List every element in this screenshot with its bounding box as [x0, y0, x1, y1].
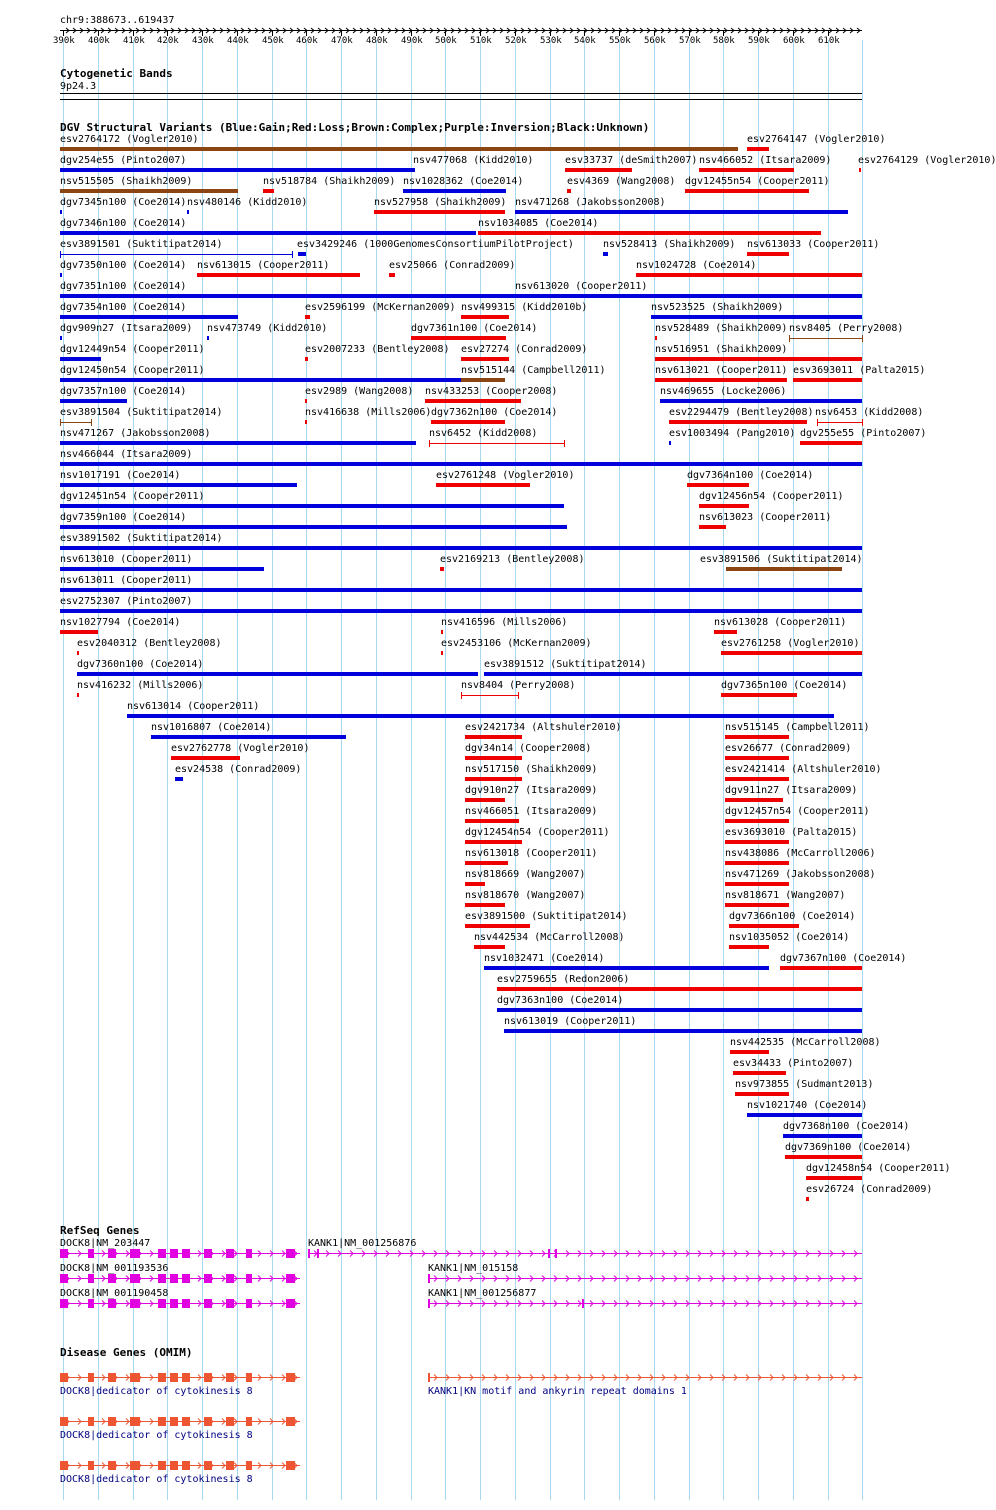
- variant-label[interactable]: nsv438086 (McCarroll2006): [725, 848, 876, 859]
- variant-label[interactable]: esv3693011 (Palta2015): [793, 365, 926, 376]
- refseq-gene-exon[interactable]: [286, 1274, 295, 1283]
- omim-gene-exon[interactable]: [204, 1461, 212, 1470]
- variant-label[interactable]: nsv1016807 (Coe2014): [151, 722, 272, 733]
- variant-label[interactable]: dgv7354n100 (Coe2014): [60, 302, 187, 313]
- refseq-gene-label[interactable]: KANK1|NM_015158: [428, 1263, 519, 1274]
- omim-gene-exon[interactable]: [108, 1461, 116, 1470]
- variant-label[interactable]: nsv469655 (Locke2006): [660, 386, 787, 397]
- omim-gene-label[interactable]: DOCK8|dedicator of cytokinesis 8: [60, 1474, 253, 1485]
- variant-label[interactable]: esv26724 (Conrad2009): [806, 1184, 933, 1195]
- variant-label[interactable]: dgv7367n100 (Coe2014): [780, 953, 907, 964]
- variant-label[interactable]: nsv466044 (Itsara2009): [60, 449, 193, 460]
- variant-label[interactable]: dgv7366n100 (Coe2014): [729, 911, 856, 922]
- variant-label[interactable]: esv4369 (Wang2008): [567, 176, 676, 187]
- ruler-tick-label: 430k: [192, 36, 214, 46]
- omim-gene-exon[interactable]: [204, 1373, 212, 1382]
- variant-label[interactable]: nsv480146 (Kidd2010): [187, 197, 308, 208]
- variant-label[interactable]: esv3693010 (Palta2015): [725, 827, 858, 838]
- dgv-track-title: DGV Structural Variants (Blue:Gain;Red:Loss;Brown:Complex;Purple:Inversion;Black:Unknown): [60, 121, 650, 134]
- refseq-gene-exon[interactable]: [170, 1274, 178, 1283]
- omim-gene-exon[interactable]: [130, 1461, 140, 1470]
- ruler-tick-label: 490k: [401, 36, 423, 46]
- variant-label[interactable]: esv3891504 (Suktitipat2014): [60, 407, 223, 418]
- omim-gene-exon[interactable]: [60, 1417, 68, 1426]
- variant-label[interactable]: nsv466052 (Itsara2009): [699, 155, 832, 166]
- refseq-gene-exon[interactable]: [204, 1249, 212, 1258]
- variant-label[interactable]: nsv528489 (Shaikh2009): [655, 323, 788, 334]
- variant-label[interactable]: nsv818669 (Wang2007): [465, 869, 586, 880]
- omim-gene-exon[interactable]: [286, 1417, 295, 1426]
- variant-label[interactable]: nsv528413 (Shaikh2009): [603, 239, 736, 250]
- variant-label[interactable]: esv2294479 (Bentley2008): [669, 407, 814, 418]
- refseq-gene-exon[interactable]: [158, 1249, 166, 1258]
- refseq-gene-exon[interactable]: [555, 1249, 557, 1258]
- omim-gene-exon[interactable]: [182, 1417, 190, 1426]
- variant-label[interactable]: esv34433 (Pinto2007): [733, 1058, 854, 1069]
- refseq-gene-exon[interactable]: [170, 1249, 178, 1258]
- variant-label[interactable]: dgv7364n100 (Coe2014): [687, 470, 814, 481]
- refseq-gene-exon[interactable]: [246, 1274, 252, 1283]
- variant-label[interactable]: dgv7351n100 (Coe2014): [60, 281, 187, 292]
- omim-gene-exon[interactable]: [158, 1373, 166, 1382]
- variant-label[interactable]: esv3891512 (Suktitipat2014): [484, 659, 647, 670]
- variant-label[interactable]: esv27274 (Conrad2009): [461, 344, 588, 355]
- ruler-tick-label: 400k: [88, 36, 110, 46]
- variant-label[interactable]: esv2761248 (Vogler2010): [436, 470, 575, 481]
- variant-label[interactable]: esv1003494 (Pang2010): [669, 428, 796, 439]
- variant-label[interactable]: nsv818670 (Wang2007): [465, 890, 586, 901]
- refseq-gene-exon[interactable]: [88, 1249, 94, 1258]
- variant-label[interactable]: dgv254e55 (Pinto2007): [60, 155, 187, 166]
- variant-label[interactable]: nsv613014 (Cooper2011): [127, 701, 260, 712]
- variant-label[interactable]: nsv613019 (Cooper2011): [504, 1016, 637, 1027]
- refseq-gene-exon[interactable]: [226, 1299, 234, 1308]
- variant-label[interactable]: esv3891500 (Suktitipat2014): [465, 911, 628, 922]
- cytoband-track-title: Cytogenetic Bands: [60, 67, 173, 80]
- refseq-gene-exon[interactable]: [582, 1299, 584, 1308]
- variant-label[interactable]: esv2007233 (Bentley2008): [305, 344, 450, 355]
- variant-label[interactable]: dgv7361n100 (Coe2014): [411, 323, 538, 334]
- variant-label[interactable]: esv2761258 (Vogler2010): [721, 638, 860, 649]
- refseq-gene-exon[interactable]: [226, 1249, 234, 1258]
- variant-label[interactable]: esv3891502 (Suktitipat2014): [60, 533, 223, 544]
- variant-label[interactable]: nsv527958 (Shaikh2009): [374, 197, 507, 208]
- ruler-tick-label: 560k: [644, 36, 666, 46]
- omim-gene-exon[interactable]: [88, 1373, 94, 1382]
- refseq-gene-exon[interactable]: [130, 1249, 140, 1258]
- ruler-tick-label: 590k: [748, 36, 770, 46]
- variant-label[interactable]: esv3891501 (Suktitipat2014): [60, 239, 223, 250]
- refseq-gene-exon[interactable]: [108, 1274, 116, 1283]
- variant-label[interactable]: nsv613011 (Cooper2011): [60, 575, 193, 586]
- refseq-gene-exon[interactable]: [226, 1274, 234, 1283]
- variant-label[interactable]: dgv910n27 (Itsara2009): [465, 785, 598, 796]
- variant-label[interactable]: nsv471267 (Jakobsson2008): [60, 428, 211, 439]
- omim-gene-exon[interactable]: [182, 1373, 190, 1382]
- refseq-gene-exon[interactable]: [286, 1249, 295, 1258]
- omim-gene-exon[interactable]: [246, 1373, 252, 1382]
- ruler-tick-label: 440k: [227, 36, 249, 46]
- variant-label[interactable]: nsv613010 (Cooper2011): [60, 554, 193, 565]
- omim-gene-exon[interactable]: [286, 1373, 295, 1382]
- ruler-tick-label: 600k: [783, 36, 805, 46]
- omim-gene-label[interactable]: DOCK8|dedicator of cytokinesis 8: [60, 1430, 253, 1441]
- variant-label[interactable]: dgv12458n54 (Cooper2011): [806, 1163, 951, 1174]
- variant-label[interactable]: nsv518784 (Shaikh2009): [263, 176, 396, 187]
- ruler-tick-label: 420k: [157, 36, 179, 46]
- ruler-tick-label: 460k: [296, 36, 318, 46]
- refseq-gene-exon[interactable]: [108, 1299, 116, 1308]
- refseq-gene-exon[interactable]: [60, 1274, 68, 1283]
- variant-label[interactable]: nsv471268 (Jakobsson2008): [515, 197, 666, 208]
- omim-gene-exon[interactable]: [130, 1373, 140, 1382]
- omim-gene-exon[interactable]: [182, 1461, 190, 1470]
- variant-label[interactable]: nsv1021740 (Coe2014): [747, 1100, 868, 1111]
- omim-gene-exon[interactable]: [158, 1417, 166, 1426]
- refseq-gene-exon[interactable]: [130, 1299, 140, 1308]
- variant-label[interactable]: esv2169213 (Bentley2008): [440, 554, 585, 565]
- refseq-gene-exon[interactable]: [182, 1299, 190, 1308]
- variant-label[interactable]: nsv8404 (Perry2008): [461, 680, 576, 691]
- refseq-gene-exon[interactable]: [88, 1274, 94, 1283]
- ruler-tick-label: 520k: [505, 36, 527, 46]
- variant-label[interactable]: nsv416596 (Mills2006): [441, 617, 568, 628]
- ruler-tick-label: 550k: [609, 36, 631, 46]
- refseq-gene-exon[interactable]: [308, 1249, 310, 1258]
- variant-label[interactable]: esv3429246 (1000GenomesConsortiumPilotProject): [297, 239, 574, 250]
- refseq-gene-exon[interactable]: [428, 1299, 430, 1308]
- refseq-gene-exon[interactable]: [204, 1274, 212, 1283]
- variant-label[interactable]: nsv613023 (Cooper2011): [699, 512, 832, 523]
- variant-label[interactable]: nsv613033 (Cooper2011): [747, 239, 880, 250]
- variant-label[interactable]: nsv466051 (Itsara2009): [465, 806, 598, 817]
- refseq-gene-label[interactable]: DOCK8|NM_203447: [60, 1238, 151, 1249]
- variant-label[interactable]: esv2421414 (Altshuler2010): [725, 764, 882, 775]
- variant-label[interactable]: dgv12456n54 (Cooper2011): [699, 491, 844, 502]
- region-label: chr9:388673..619437: [60, 15, 175, 26]
- refseq-gene-exon[interactable]: [317, 1249, 319, 1258]
- refseq-gene-exon[interactable]: [548, 1249, 550, 1258]
- refseq-gene-exon[interactable]: [246, 1249, 252, 1258]
- variant-label[interactable]: dgv12450n54 (Cooper2011): [60, 365, 205, 376]
- refseq-gene-exon[interactable]: [204, 1299, 212, 1308]
- variant-label[interactable]: nsv1035052 (Coe2014): [729, 932, 850, 943]
- variant-label[interactable]: nsv818671 (Wang2007): [725, 890, 846, 901]
- omim-gene-exon[interactable]: [88, 1461, 94, 1470]
- omim-gene-label[interactable]: KANK1|KN motif and ankyrin repeat domains 1: [428, 1386, 687, 1397]
- variant-label[interactable]: esv2752307 (Pinto2007): [60, 596, 193, 607]
- variant-label[interactable]: nsv515505 (Shaikh2009): [60, 176, 193, 187]
- variant-label[interactable]: nsv433253 (Cooper2008): [425, 386, 558, 397]
- omim-gene-exon[interactable]: [60, 1373, 68, 1382]
- refseq-gene-exon[interactable]: [60, 1249, 68, 1258]
- variant-label[interactable]: nsv516951 (Shaikh2009): [655, 344, 788, 355]
- variant-label[interactable]: dgv12449n54 (Cooper2011): [60, 344, 205, 355]
- refseq-gene-exon[interactable]: [246, 1299, 252, 1308]
- variant-label[interactable]: esv33737 (deSmith2007): [565, 155, 698, 166]
- variant-label[interactable]: dgv7357n100 (Coe2014): [60, 386, 187, 397]
- variant-label[interactable]: dgv909n27 (Itsara2009): [60, 323, 193, 334]
- variant-label[interactable]: nsv471269 (Jakobsson2008): [725, 869, 876, 880]
- omim-gene-exon[interactable]: [226, 1417, 234, 1426]
- variant-label[interactable]: nsv416232 (Mills2006): [77, 680, 204, 691]
- omim-gene-exon[interactable]: [246, 1417, 252, 1426]
- ruler-tick-label: 500k: [435, 36, 457, 46]
- variant-label[interactable]: nsv613018 (Cooper2011): [465, 848, 598, 859]
- variant-label[interactable]: nsv1028362 (Coe2014): [403, 176, 524, 187]
- omim-gene-exon[interactable]: [88, 1417, 94, 1426]
- omim-gene-exon[interactable]: [60, 1461, 68, 1470]
- cytoband-label: 9p24.3: [60, 81, 97, 92]
- variant-label[interactable]: dgv7350n100 (Coe2014): [60, 260, 187, 271]
- refseq-gene-exon[interactable]: [88, 1299, 94, 1308]
- variant-label[interactable]: nsv6453 (Kidd2008): [815, 407, 924, 418]
- ruler-tick-label: 450k: [262, 36, 284, 46]
- ruler-tick-label: 470k: [331, 36, 353, 46]
- variant-label[interactable]: nsv515145 (Campbell2011): [725, 722, 870, 733]
- variant-label[interactable]: nsv613021 (Cooper2011): [655, 365, 788, 376]
- refseq-gene-exon[interactable]: [182, 1274, 190, 1283]
- ruler-tick-label: 390k: [53, 36, 75, 46]
- omim-gene-exon[interactable]: [170, 1461, 178, 1470]
- refseq-gene-exon[interactable]: [428, 1274, 430, 1283]
- variant-label[interactable]: nsv8405 (Perry2008): [789, 323, 904, 334]
- omim-gene-exon[interactable]: [170, 1373, 178, 1382]
- variant-label[interactable]: nsv515144 (Campbell2011): [461, 365, 606, 376]
- variant-label[interactable]: esv24538 (Conrad2009): [175, 764, 302, 775]
- omim-track-title: Disease Genes (OMIM): [60, 1346, 193, 1359]
- refseq-gene-exon[interactable]: [158, 1274, 166, 1283]
- variant-label[interactable]: dgv12454n54 (Cooper2011): [465, 827, 610, 838]
- variant-label[interactable]: esv25066 (Conrad2009): [389, 260, 516, 271]
- refseq-gene-exon[interactable]: [182, 1249, 190, 1258]
- ruler-tick-label: 530k: [540, 36, 562, 46]
- omim-gene-exon[interactable]: [108, 1417, 116, 1426]
- variant-label[interactable]: esv2989 (Wang2008): [305, 386, 414, 397]
- omim-gene-exon[interactable]: [286, 1461, 295, 1470]
- omim-gene-label[interactable]: DOCK8|dedicator of cytokinesis 8: [60, 1386, 253, 1397]
- refseq-gene-exon[interactable]: [60, 1299, 68, 1308]
- variant-label[interactable]: esv2040312 (Bentley2008): [77, 638, 222, 649]
- ruler-tick-label: 510k: [470, 36, 492, 46]
- variant-label[interactable]: esv3891506 (Suktitipat2014): [700, 554, 863, 565]
- refseq-track-title: RefSeq Genes: [60, 1224, 140, 1237]
- variant-label[interactable]: dgv7346n100 (Coe2014): [60, 218, 187, 229]
- ruler-tick-label: 610k: [818, 36, 840, 46]
- variant-label[interactable]: nsv6452 (Kidd2008): [429, 428, 538, 439]
- omim-gene-exon[interactable]: [130, 1417, 140, 1426]
- omim-gene-exon[interactable]: [246, 1461, 252, 1470]
- refseq-gene-exon[interactable]: [158, 1299, 166, 1308]
- variant-label[interactable]: dgv12457n54 (Cooper2011): [725, 806, 870, 817]
- omim-gene-exon[interactable]: [108, 1373, 116, 1382]
- variant-label[interactable]: dgv7369n100 (Coe2014): [785, 1142, 912, 1153]
- variant-label[interactable]: esv2764147 (Vogler2010): [747, 134, 886, 145]
- variant-label[interactable]: dgv7368n100 (Coe2014): [783, 1121, 910, 1132]
- variant-label[interactable]: dgv911n27 (Itsara2009): [725, 785, 858, 796]
- variant-label[interactable]: nsv416638 (Mills2006): [305, 407, 432, 418]
- variant-label[interactable]: dgv7360n100 (Coe2014): [77, 659, 204, 670]
- variant-label[interactable]: dgv7359n100 (Coe2014): [60, 512, 187, 523]
- variant-label[interactable]: esv2453106 (McKernan2009): [441, 638, 592, 649]
- variant-label[interactable]: esv2421734 (Altshuler2010): [465, 722, 622, 733]
- variant-label[interactable]: dgv7345n100 (Coe2014): [60, 197, 187, 208]
- variant-label[interactable]: nsv1024728 (Coe2014): [636, 260, 757, 271]
- omim-gene-exon[interactable]: [428, 1373, 430, 1382]
- refseq-gene-exon[interactable]: [130, 1274, 140, 1283]
- ruler-tick-label: 570k: [679, 36, 701, 46]
- variant-label[interactable]: nsv499315 (Kidd2010b): [461, 302, 588, 313]
- variant-label[interactable]: nsv523525 (Shaikh2009): [651, 302, 784, 313]
- variant-label[interactable]: dgv12451n54 (Cooper2011): [60, 491, 205, 502]
- variant-label[interactable]: nsv613015 (Cooper2011): [197, 260, 330, 271]
- variant-label[interactable]: esv2596199 (McKernan2009): [305, 302, 456, 313]
- refseq-gene-exon[interactable]: [108, 1249, 116, 1258]
- variant-label[interactable]: nsv1034085 (Coe2014): [478, 218, 599, 229]
- variant-label[interactable]: nsv1027794 (Coe2014): [60, 617, 181, 628]
- variant-label[interactable]: dgv255e55 (Pinto2007): [800, 428, 927, 439]
- refseq-gene-label[interactable]: DOCK8|NM_001193536: [60, 1263, 169, 1274]
- variant-label[interactable]: dgv7365n100 (Coe2014): [721, 680, 848, 691]
- omim-gene-exon[interactable]: [204, 1417, 212, 1426]
- variant-label[interactable]: dgv7362n100 (Coe2014): [431, 407, 558, 418]
- variant-label[interactable]: nsv1032471 (Coe2014): [484, 953, 605, 964]
- variant-label[interactable]: nsv517150 (Shaikh2009): [465, 764, 598, 775]
- variant-label[interactable]: dgv12455n54 (Cooper2011): [685, 176, 830, 187]
- ruler-tick-label: 540k: [574, 36, 596, 46]
- refseq-gene-label[interactable]: DOCK8|NM_001190458: [60, 1288, 169, 1299]
- ruler-tick-label: 580k: [713, 36, 735, 46]
- variant-label[interactable]: dgv34n14 (Cooper2008): [465, 743, 592, 754]
- refseq-gene-exon[interactable]: [170, 1299, 178, 1308]
- refseq-gene-label[interactable]: KANK1|NM_001256877: [428, 1288, 537, 1299]
- variant-label[interactable]: nsv473749 (Kidd2010): [207, 323, 328, 334]
- variant-label[interactable]: nsv613020 (Cooper2011): [515, 281, 648, 292]
- ruler-tick-label: 480k: [366, 36, 388, 46]
- variant-label[interactable]: nsv613028 (Cooper2011): [714, 617, 847, 628]
- omim-gene-exon[interactable]: [170, 1417, 178, 1426]
- omim-gene-exon[interactable]: [226, 1373, 234, 1382]
- variant-label[interactable]: esv26677 (Conrad2009): [725, 743, 852, 754]
- variant-label[interactable]: esv2759655 (Redon2006): [497, 974, 630, 985]
- refseq-gene-label[interactable]: KANK1|NM_001256876: [308, 1238, 417, 1249]
- variant-label[interactable]: nsv442535 (McCarroll2008): [730, 1037, 881, 1048]
- variant-label[interactable]: nsv477068 (Kidd2010): [413, 155, 534, 166]
- variant-label[interactable]: esv2764129 (Vogler2010): [858, 155, 996, 166]
- ruler-tick-label: 410k: [123, 36, 145, 46]
- refseq-gene-exon[interactable]: [286, 1299, 295, 1308]
- omim-gene-exon[interactable]: [226, 1461, 234, 1470]
- variant-label[interactable]: nsv973855 (Sudmant2013): [735, 1079, 874, 1090]
- variant-label[interactable]: dgv7363n100 (Coe2014): [497, 995, 624, 1006]
- variant-label[interactable]: nsv442534 (McCarroll2008): [474, 932, 625, 943]
- variant-label[interactable]: esv2764172 (Vogler2010): [60, 134, 199, 145]
- variant-label[interactable]: esv2762778 (Vogler2010): [171, 743, 310, 754]
- variant-label[interactable]: nsv1017191 (Coe2014): [60, 470, 181, 481]
- omim-gene-exon[interactable]: [158, 1461, 166, 1470]
